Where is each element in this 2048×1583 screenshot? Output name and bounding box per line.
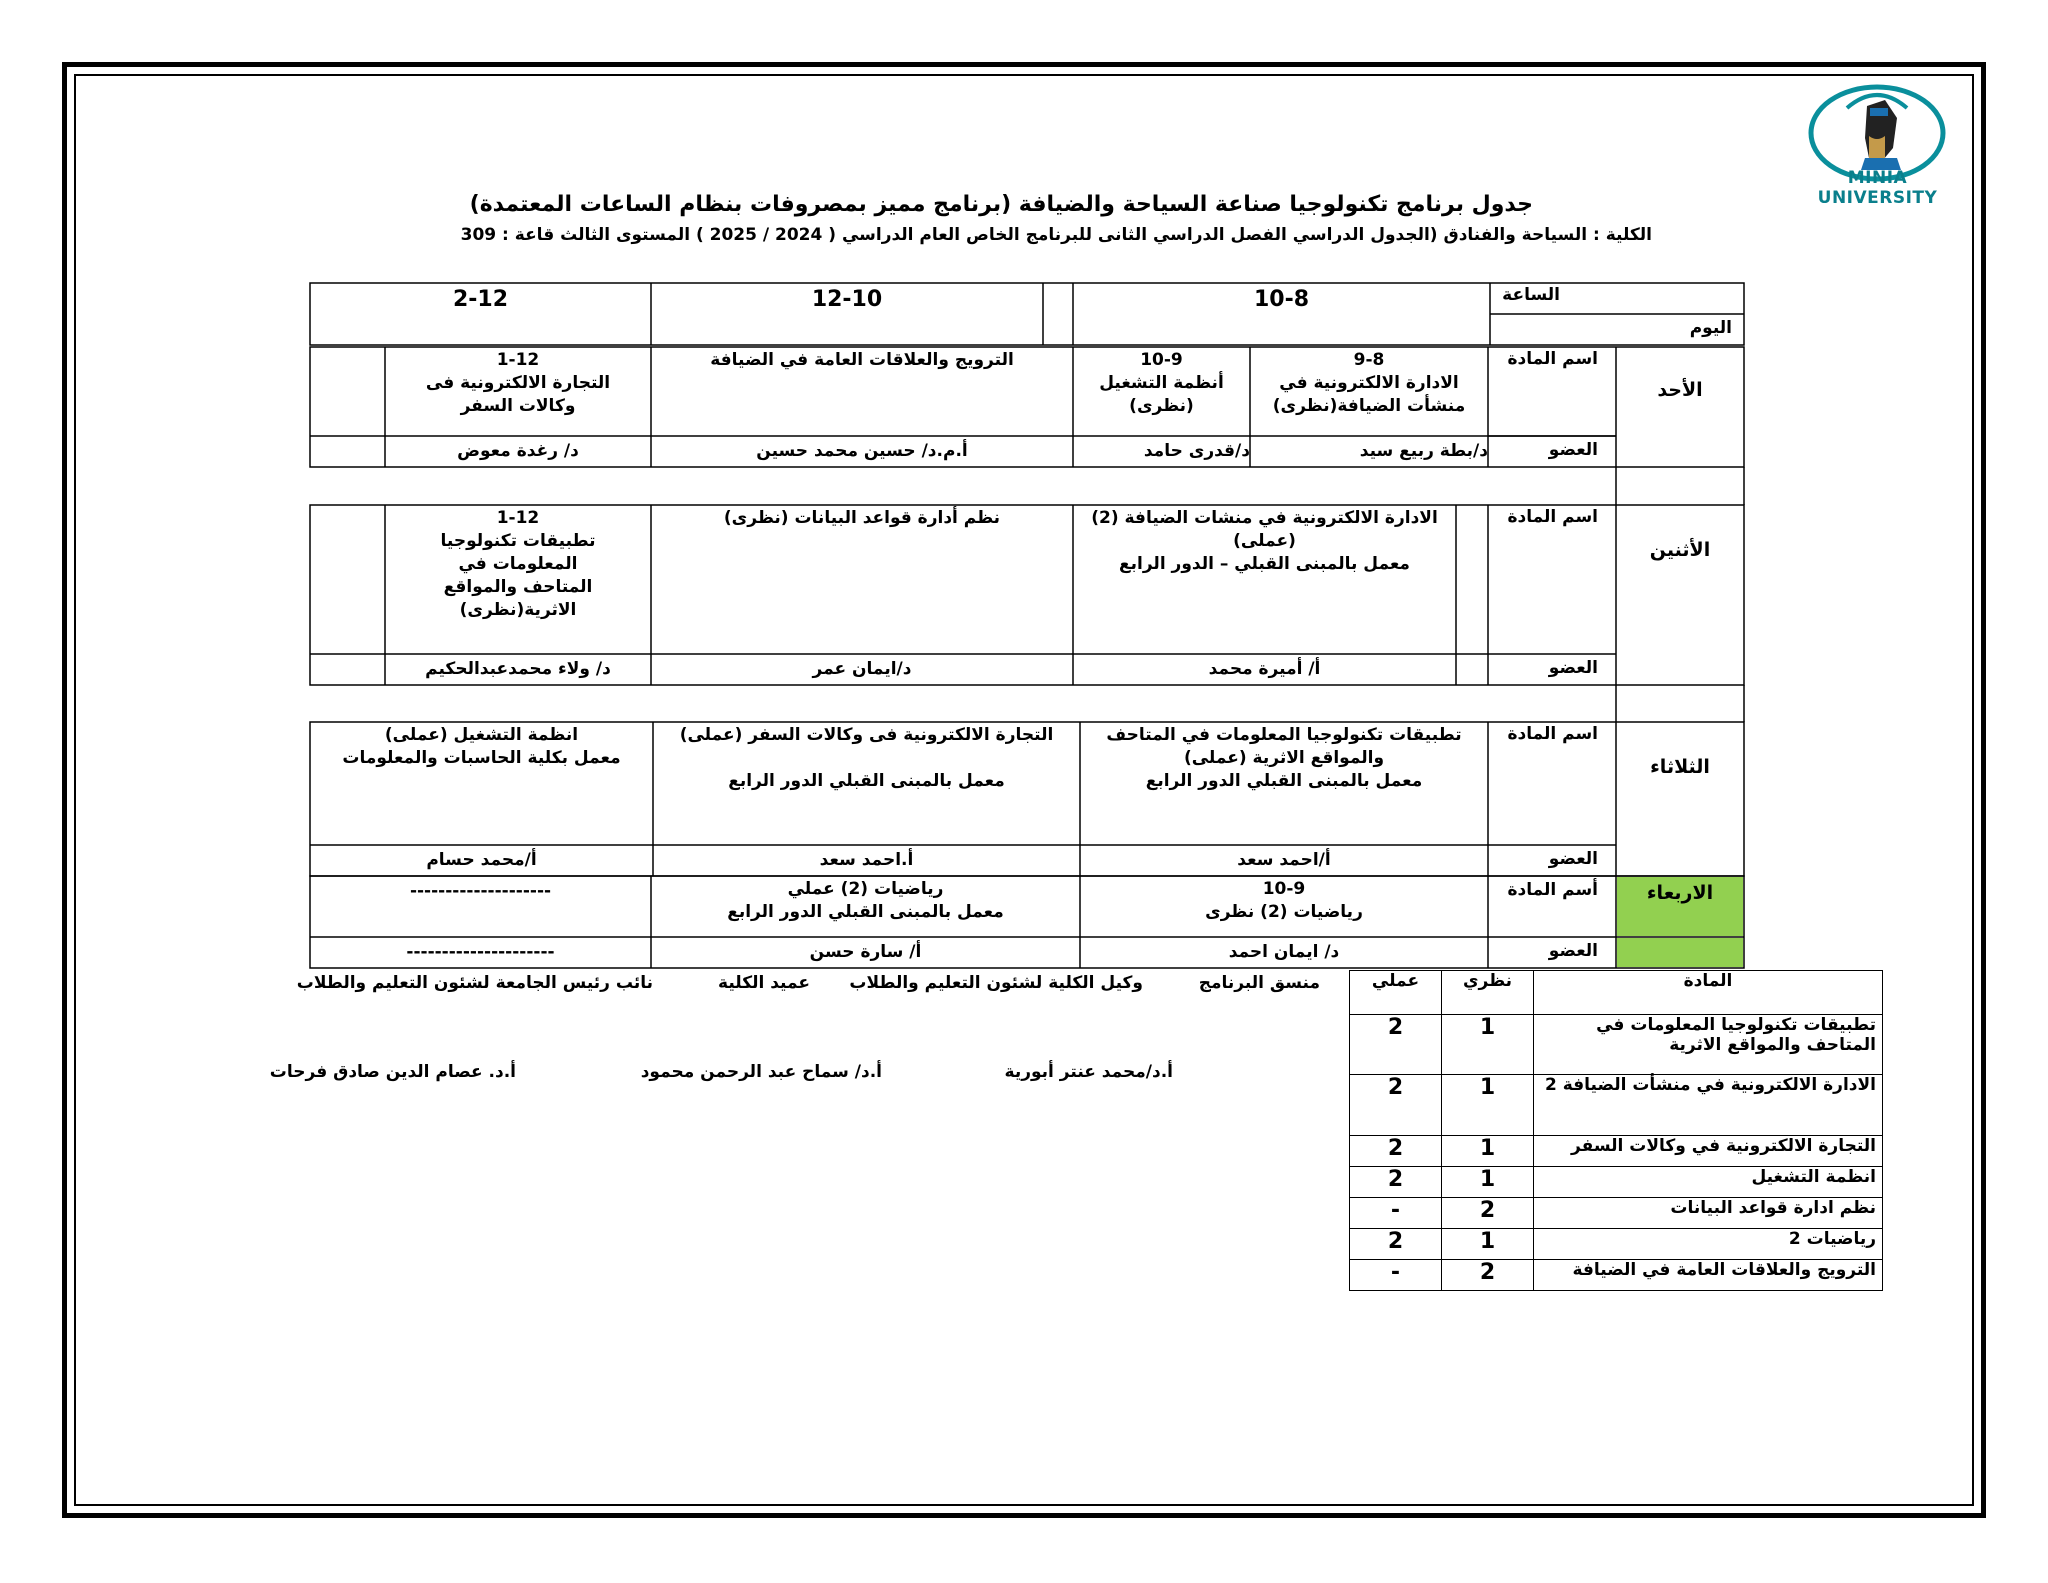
table-row: [1350, 1260, 1883, 1291]
course-name: رياضيات 2: [1534, 1229, 1883, 1260]
course-name: انظمة التشغيل: [1534, 1167, 1883, 1198]
monday-course-2: نظم أدارة قواعد البيانات (نظرى): [723, 508, 1001, 528]
subject-label: أسم المادة: [1507, 880, 1598, 900]
subject-label: اسم المادة: [1507, 507, 1598, 527]
table-row: [1350, 1015, 1883, 1075]
hour-label: الساعة: [1502, 285, 1560, 305]
day-label: اليوم: [1689, 318, 1732, 338]
member-label: العضو: [1548, 941, 1598, 961]
practical-hours: 2: [1350, 1075, 1442, 1136]
day-tuesday: الثلاثاء: [1650, 756, 1710, 778]
table-row: [1350, 1167, 1883, 1198]
day-monday: الأثنين: [1649, 539, 1711, 561]
practical-hours: -: [1350, 1260, 1442, 1291]
header-practical: عملي: [1350, 971, 1442, 1015]
page-subtitle: الكلية : السياحة والفنادق (الجدول الدراسي الفصل الدراسي الثانى للبرنامج الخاص العام الدراسي ( 2024 / 2025 ) المستوى الثالث قاعة : 309: [460, 225, 1652, 245]
tuesday-course-2: التجارة الالكترونية فى وكالات السفر (عملى) معمل بالمبنى القبلي الدور الرابع: [679, 725, 1054, 791]
practical-hours: 2: [1350, 1015, 1442, 1075]
practical-hours: -: [1350, 1198, 1442, 1229]
tuesday-course-1: تطبيقات تكنولوجيا المعلومات في المتاحف والمواقع الاثرية (عملى) معمل بالمبنى القبلي الدور الرابع: [1106, 725, 1462, 791]
wednesday-member-2: أ/ سارة حسن: [809, 942, 922, 962]
course-name: التجارة الالكترونية في وكالات السفر: [1534, 1136, 1883, 1167]
table-row: [1350, 1198, 1883, 1229]
table-row: [1350, 1229, 1883, 1260]
tuesday-member-2: أ.احمد سعد: [819, 850, 914, 870]
theory-hours: 2: [1442, 1198, 1534, 1229]
theory-hours: 1: [1442, 1075, 1534, 1136]
page-title: جدول برنامج تكنولوجيا صناعة السياحة والضيافة (برنامج مميز بمصروفات بنظام الساعات المعتمدة): [469, 192, 1533, 217]
tuesday-course-3: انظمة التشغيل (عملى) معمل بكلية الحاسبات والمعلومات: [342, 725, 621, 768]
practical-hours: 2: [1350, 1136, 1442, 1167]
day-wednesday: الاربعاء: [1646, 882, 1714, 904]
sunday-member-1b: د/قدرى حامد: [1143, 441, 1250, 461]
role-coordinator: منسق البرنامج: [1198, 973, 1320, 993]
theory-hours: 1: [1442, 1167, 1534, 1198]
role-vice-dean: وكيل الكلية لشئون التعليم والطلاب: [849, 973, 1143, 993]
role-dean: عميد الكلية: [718, 973, 810, 993]
slot-8-10: 10-8: [1253, 287, 1310, 312]
credits-table: [1349, 970, 1883, 1291]
wednesday-member-1: د/ ايمان احمد: [1228, 942, 1340, 962]
name-vice-president: أ.د. عصام الدين صادق فرحات: [269, 1062, 516, 1082]
tuesday-member-1: أ/احمد سعد: [1237, 850, 1331, 870]
monday-member-2: د/ايمان عمر: [812, 659, 912, 679]
course-name: الادارة الالكترونية في منشأت الضيافة 2: [1534, 1075, 1883, 1136]
course-name: نظم ادارة قواعد البيانات: [1534, 1198, 1883, 1229]
member-label: العضو: [1548, 440, 1598, 460]
sunday-course-2: الترويج والعلاقات العامة في الضيافة: [710, 350, 1014, 370]
role-vice-president: نائب رئيس الجامعة لشئون التعليم والطلاب: [296, 973, 653, 993]
subject-label: اسم المادة: [1507, 349, 1598, 369]
member-label: العضو: [1548, 658, 1598, 678]
slot-12-2: 2-12: [452, 287, 509, 312]
header-theory: نظري: [1442, 971, 1534, 1015]
wednesday-course-3: --------------------: [409, 881, 552, 901]
table-header-row: [1350, 971, 1883, 1015]
monday-course-1: الادارة الالكترونية في منشات الضيافة (2) (عملى) معمل بالمبنى القبلي – الدور الرابع: [1091, 508, 1438, 574]
table-row: [1350, 1136, 1883, 1167]
sunday-member-1a: د/بطة ربيع سيد: [1359, 441, 1488, 461]
member-label: العضو: [1548, 849, 1598, 869]
theory-hours: 1: [1442, 1229, 1534, 1260]
name-coordinator: أ.د/محمد عنتر أبورية: [1004, 1062, 1173, 1082]
course-name: تطبيقات تكنولوجيا المعلومات في المتاحف والمواقع الاثرية: [1534, 1015, 1883, 1075]
wednesday-course-1: 10-9 رياضيات (2) نظرى: [1205, 879, 1363, 922]
day-sunday: الأحد: [1657, 379, 1703, 401]
sunday-member-2: أ.م.د/ حسين محمد حسين: [756, 441, 968, 461]
practical-hours: 2: [1350, 1167, 1442, 1198]
wednesday-member-highlight: [1617, 938, 1743, 967]
theory-hours: 2: [1442, 1260, 1534, 1291]
name-dean: أ.د/ سماح عبد الرحمن محمود: [640, 1062, 882, 1082]
table-row: [1350, 1075, 1883, 1136]
sunday-course-1a: 9-8 الادارة الالكترونية في منشأت الضيافة(نظرى): [1272, 350, 1466, 416]
subject-label: اسم المادة: [1507, 724, 1598, 744]
theory-hours: 1: [1442, 1136, 1534, 1167]
monday-member-3: د/ ولاء محمدعبدالحكيم: [425, 659, 611, 679]
tuesday-member-3: أ/محمد حسام: [426, 850, 537, 870]
theory-hours: 1: [1442, 1015, 1534, 1075]
sunday-course-1b: 10-9 أنظمة التشغيل (نظرى): [1099, 350, 1224, 416]
monday-course-3: 1-12 تطبيقات تكنولوجيا المعلومات في المتاحف والمواقع الاثرية(نظرى): [440, 508, 596, 620]
wednesday-course-2: رياضيات (2) عملي معمل بالمبنى القبلي الدور الرابع: [727, 879, 1004, 922]
sunday-member-3: د/ رغدة معوض: [457, 441, 579, 461]
practical-hours: 2: [1350, 1229, 1442, 1260]
slot-10-12: 12-10: [811, 287, 883, 312]
sunday-course-3: 1-12 التجارة الالكترونية فى وكالات السفر: [425, 350, 611, 416]
course-name: الترويج والعلاقات العامة في الضيافة: [1534, 1260, 1883, 1291]
header-course: المادة: [1534, 971, 1883, 1015]
wednesday-member-3: ---------------------: [406, 942, 555, 962]
monday-member-1: أ/ أميرة محمد: [1208, 659, 1321, 679]
university-name: MINIA UNIVERSITY: [1817, 168, 1938, 208]
